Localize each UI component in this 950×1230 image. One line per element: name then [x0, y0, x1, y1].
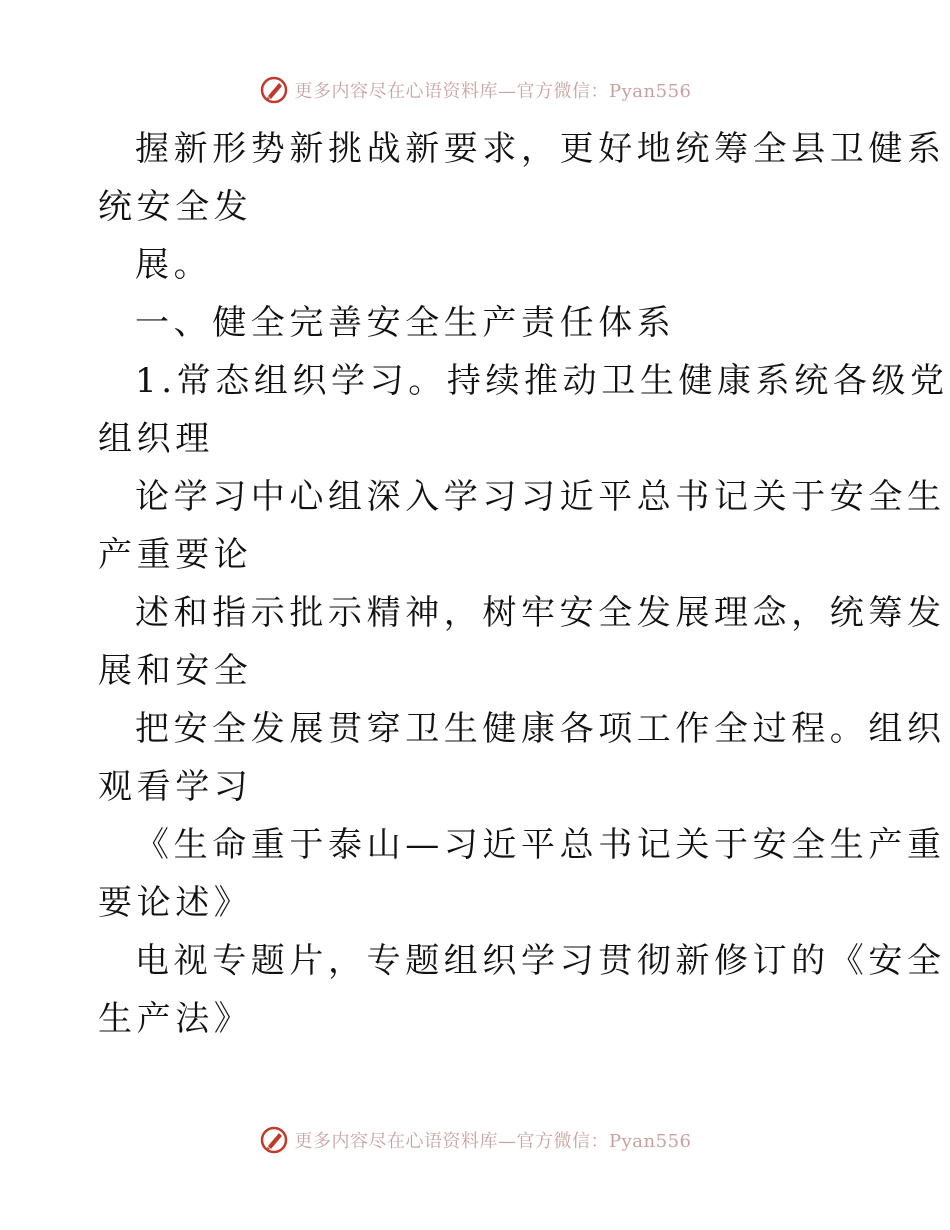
- text-line: 展和安全: [98, 651, 253, 691]
- document-body: [98, 120, 949, 1048]
- text-line: 产重要论: [98, 535, 253, 575]
- watermark-text: 更多内容尽在心语资料库—官方微信：Pyan556: [294, 1131, 692, 1152]
- text-line: 要论述》: [98, 883, 253, 923]
- footer-watermark: [0, 1120, 950, 1160]
- text-line: 展。: [135, 245, 213, 285]
- pen-logo-icon: [259, 1125, 289, 1155]
- text-line: 述和指示批示精神，树牢安全发展理念，统筹发: [135, 593, 946, 633]
- watermark-text: 更多内容尽在心语资料库—官方微信：Pyan556: [294, 81, 692, 102]
- text-line: 把安全发展贯穿卫生健康各项工作全过程。组织: [135, 709, 946, 749]
- text-line: 论学习中心组深入学习习近平总书记关于安全生: [135, 477, 946, 517]
- text-line: 观看学习: [98, 767, 253, 807]
- text-line: 一、健全完善安全生产责任体系: [135, 303, 676, 343]
- text-line: 电视专题片，专题组织学习贯彻新修订的《安全: [135, 941, 946, 981]
- pen-logo-icon: [259, 75, 289, 105]
- text-line: 生产法》: [98, 999, 253, 1039]
- text-line: 组织理: [98, 419, 214, 459]
- text-line: 《生命重于泰山—习近平总书记关于安全生产重: [135, 825, 946, 865]
- text-line: 1.常态组织学习。持续推动卫生健康系统各级党: [135, 361, 949, 401]
- text-line: 握新形势新挑战新要求，更好地统筹全县卫健系: [135, 129, 946, 169]
- text-line: 统安全发: [98, 187, 253, 227]
- header-watermark: [0, 70, 950, 110]
